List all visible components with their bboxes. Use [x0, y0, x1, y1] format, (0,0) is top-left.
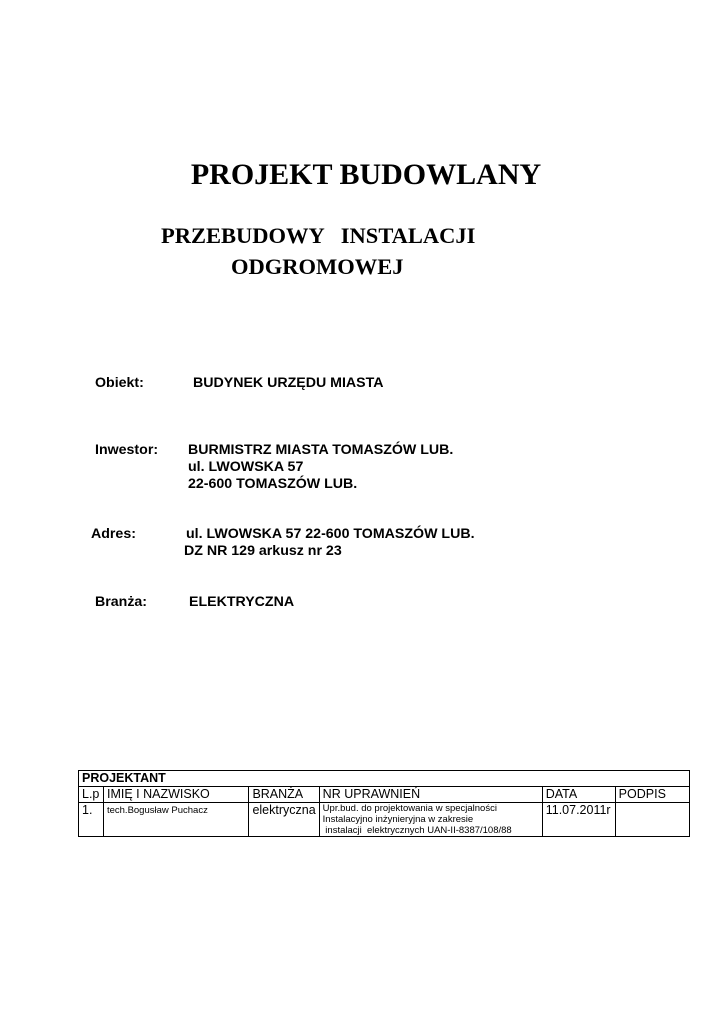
table-heading: PROJEKTANT [79, 771, 690, 787]
adres-line: ul. LWOWSKA 57 22-600 TOMASZÓW LUB. [186, 526, 475, 542]
inwestor-line: 22-600 TOMASZÓW LUB. [188, 476, 358, 492]
table-heading-row [79, 771, 690, 787]
branza-label: Branża: [95, 594, 148, 610]
uprawnienia-line: instalacji elektrycznych UAN-II-8387/108/88 [322, 825, 512, 836]
column-header: PODPIS [615, 787, 689, 803]
column-header: NR UPRAWNIEŃ [319, 787, 542, 803]
column-header: IMIĘ I NAZWISKO [103, 787, 248, 803]
inwestor-line: ul. LWOWSKA 57 [188, 459, 304, 475]
inwestor-line: BURMISTRZ MIASTA TOMASZÓW LUB. [188, 442, 454, 458]
inwestor-label: Inwestor: [95, 442, 159, 458]
column-header: BRANŻA [249, 787, 319, 803]
obiekt-value: BUDYNEK URZĘDU MIASTA [193, 375, 384, 391]
cell-branza: elektryczna [249, 803, 319, 837]
column-header: DATA [542, 787, 615, 803]
obiekt-label: Obiekt: [95, 375, 144, 391]
document-title: PROJEKT BUDOWLANY [190, 158, 542, 191]
cell-lp: 1. [79, 803, 104, 837]
column-header: L.p [79, 787, 104, 803]
branza-value: ELEKTRYCZNA [189, 594, 295, 610]
cell-uprawnienia [319, 803, 542, 837]
cell-podpis [615, 803, 689, 837]
table-row [79, 803, 690, 837]
uprawnienia-line: Instalacyjno inżynieryjna w zakresie [322, 814, 474, 825]
adres-line: DZ NR 129 arkusz nr 23 [184, 543, 342, 559]
document-subtitle-line2: ODGROMOWEJ [231, 254, 404, 279]
cell-data: 11.07.2011r [542, 803, 615, 837]
cell-name: tech.Bogusław Puchacz [103, 803, 248, 837]
adres-label: Adres: [91, 526, 136, 542]
table-header-row [79, 787, 690, 803]
uprawnienia-line: Upr.bud. do projektowania w specjalności [322, 803, 497, 814]
projektant-table [78, 770, 690, 837]
document-subtitle-line1: PRZEBUDOWY INSTALACJI [161, 223, 476, 248]
